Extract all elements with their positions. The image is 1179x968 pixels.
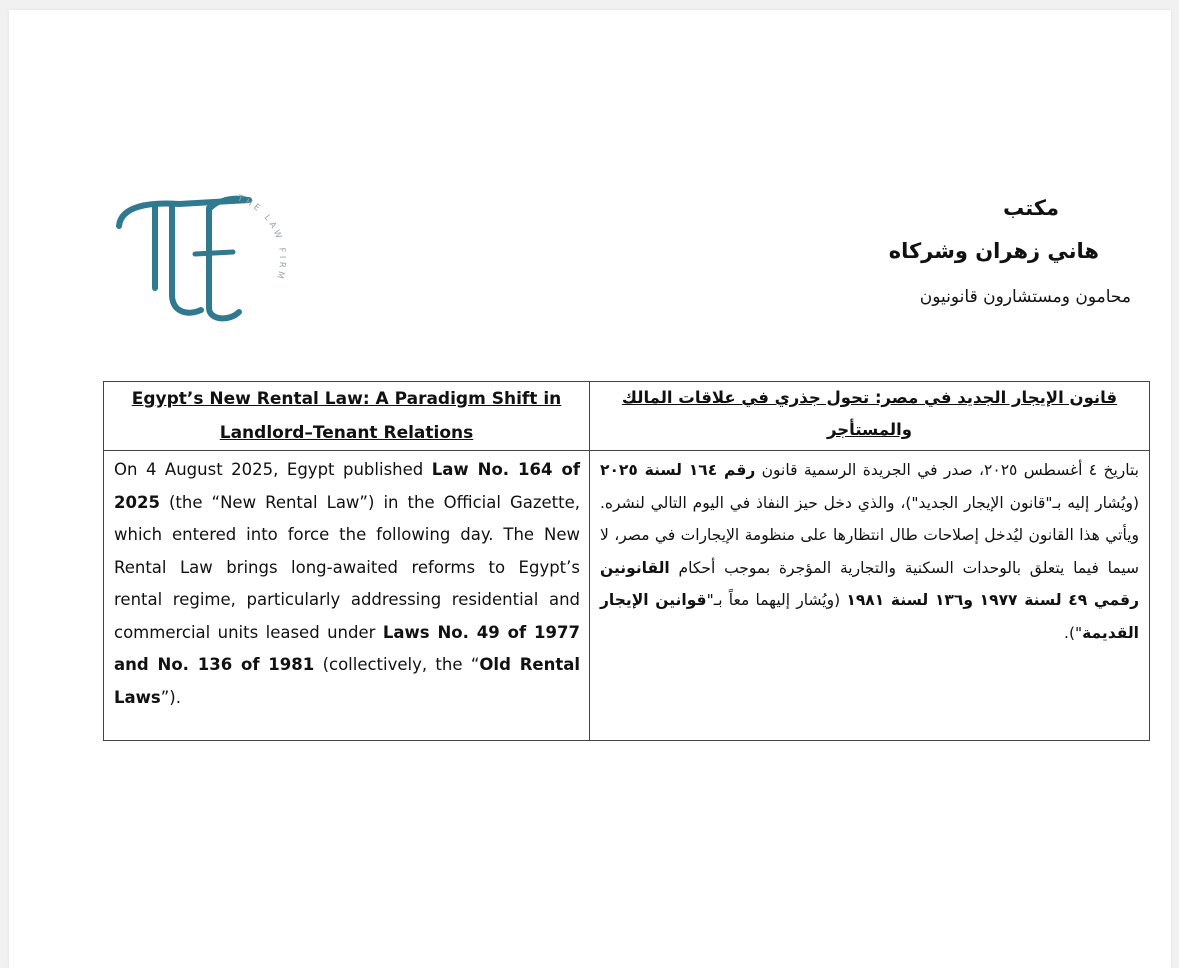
svg-text:THE LAW FIRM (235, 193, 287, 283)
firm-name: هاني زهران وشركاه (888, 239, 1099, 263)
bilingual-article-table (103, 381, 1150, 741)
arabic-body-cell (590, 451, 1150, 741)
english-defined-term: Old Rental Laws (114, 655, 581, 707)
arabic-title-cell (590, 382, 1150, 451)
arabic-old-laws-reference: القانونين رقمي ٤٩ لسنة ١٩٧٧ و١٣٦ لسنة ١٩٨١ (600, 558, 1139, 609)
english-body-text: (the “New Rental Law”) in the Official Gazette, which entered into force the following day. The New Rental Law brings long-awaited reforms to Egypt’s rental regime, particularly addressing residential and commercial units leased under (114, 492, 580, 642)
table-header-row (104, 382, 1150, 451)
firm-header (731, 190, 1131, 311)
english-title-cell (104, 382, 590, 451)
english-title: Egypt’s New Rental Law: A Paradigm Shift in Landlord–Tenant Relations (131, 389, 562, 443)
arabic-title: قانون الإيجار الجديد في مصر: تحول جذري في علاقات المالك والمستأجر (621, 388, 1118, 439)
arabic-defined-term: قوانين الإيجار القديمة (600, 591, 1139, 642)
arabic-body-text: "). (1064, 623, 1083, 642)
law-firm-logo (109, 188, 294, 328)
arabic-body-text: (ويُشار إليه بـ"قانون الإيجار الجديد")، والذي دخل حيز النفاذ في اليوم التالي لنشره. ويأتي هذا القانون ليُدخل إصلاحات طال انتظارها على منظومة الإيجارات في مصر، لا سيما فيما يتعلق بالوحدات السكنية والتجارية المؤجرة بموجب أحكام (600, 493, 1139, 577)
english-body-cell (104, 451, 590, 741)
table-body-row (104, 451, 1150, 741)
english-body (104, 451, 589, 714)
english-body-text: (collectively, the “ (314, 655, 480, 674)
arabic-law-reference: رقم ١٦٤ لسنة ٢٠٢٥ (600, 461, 756, 479)
arabic-body (590, 451, 1149, 649)
document-page (9, 10, 1171, 968)
firm-office-label: مكتب (1002, 196, 1059, 220)
arabic-body-text: بتاريخ ٤ أغسطس ٢٠٢٥، صدر في الجريدة الرسمية قانون (755, 461, 1139, 479)
english-body-text: ”). (160, 687, 181, 707)
english-law-reference: Law No. 164 of 2025 (114, 460, 580, 512)
tlf-monogram-icon (109, 188, 294, 328)
logo-circular-text: THE LAW FIRM (235, 193, 288, 283)
english-body-text: On 4 August 2025, Egypt published (114, 460, 432, 479)
english-old-laws-reference: Laws No. 49 of 1977 and No. 136 of 1981 (114, 622, 580, 674)
firm-description: محامون ومستشارون قانونيون (919, 287, 1131, 307)
arabic-body-text: (ويُشار إليهما معاً بـ" (706, 591, 847, 609)
